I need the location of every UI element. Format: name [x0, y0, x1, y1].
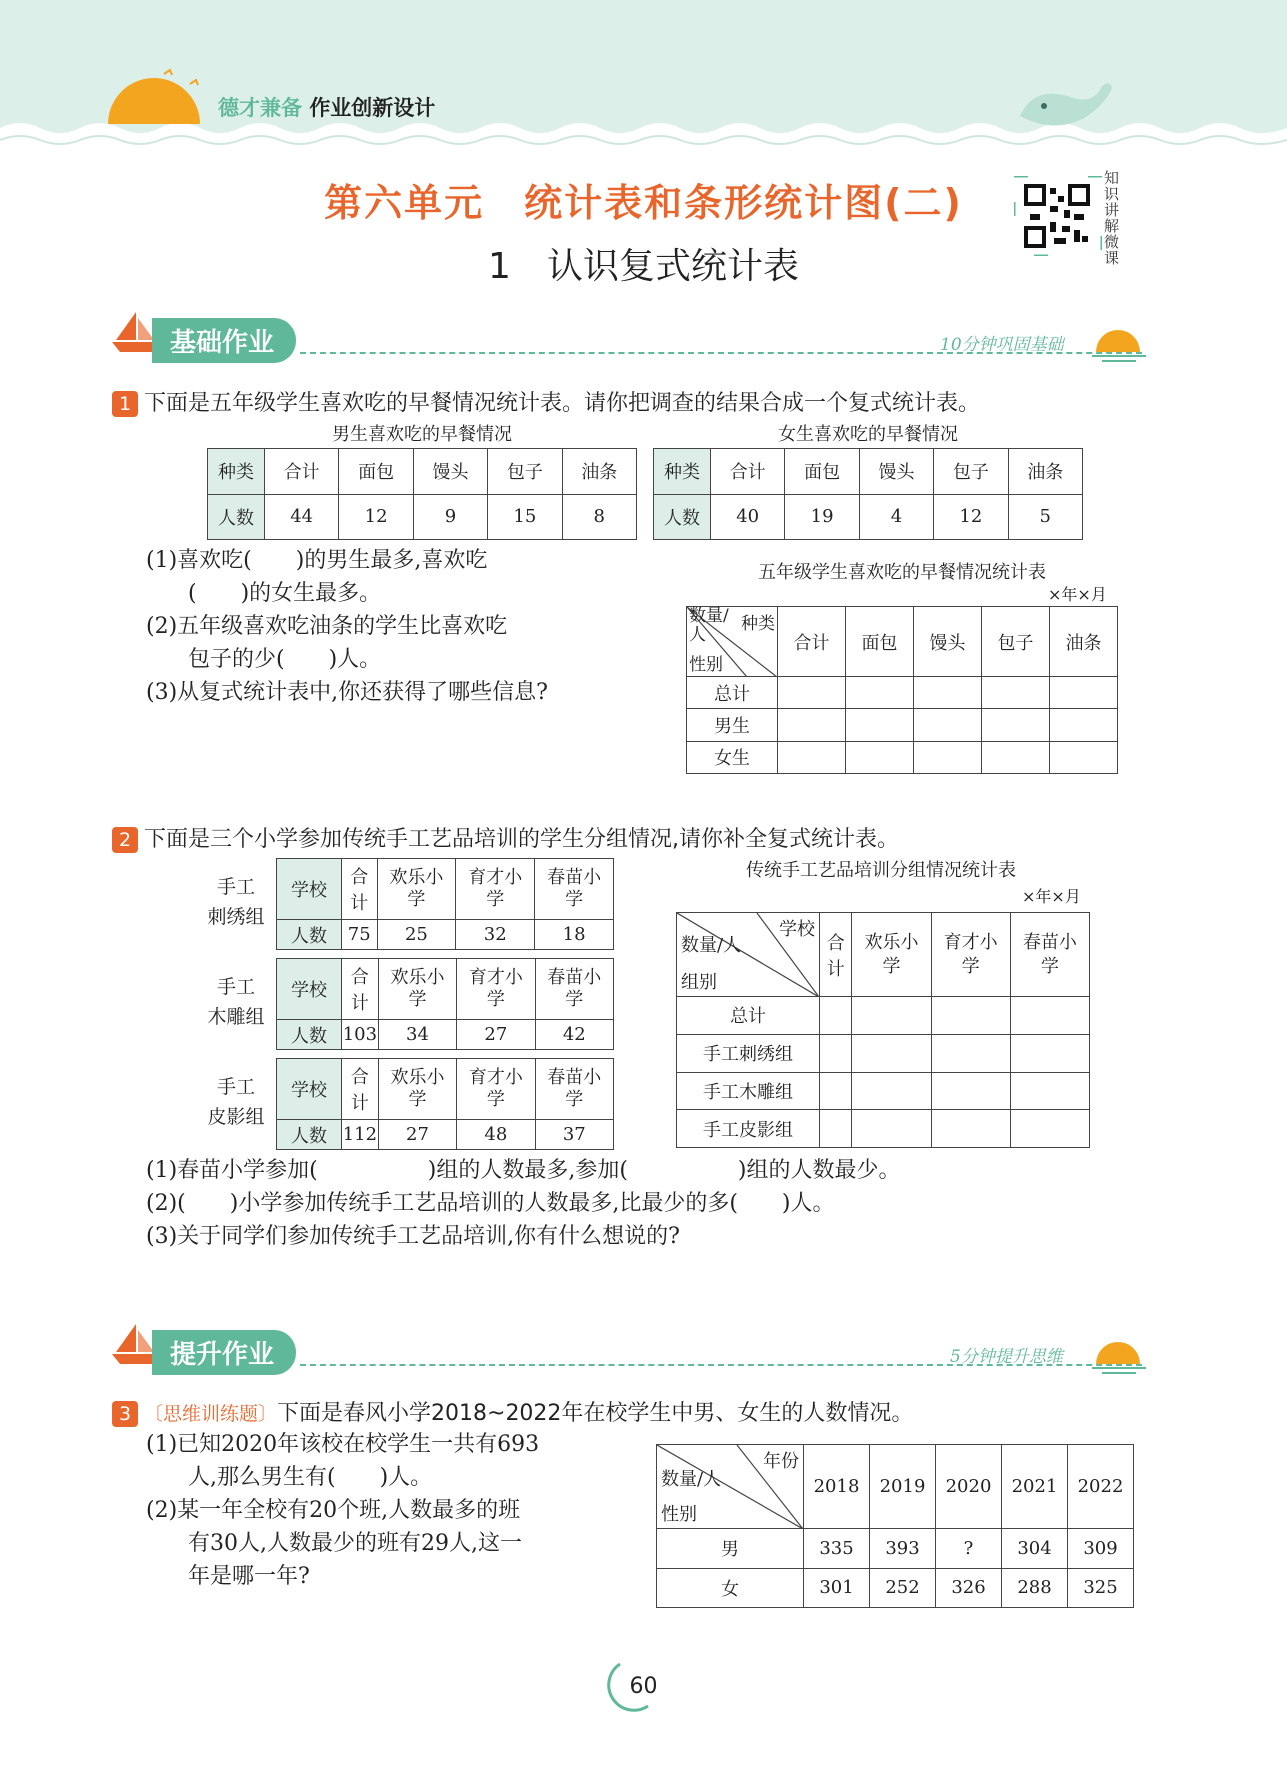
- table-header-cell: 合计: [265, 449, 339, 495]
- q3-sub1b: 人,那么男生有( )人。: [188, 1465, 433, 1490]
- table-row: [677, 1072, 1090, 1110]
- table-header-cell: 学校: [277, 1059, 342, 1120]
- answer-cell[interactable]: [820, 1110, 852, 1148]
- table-cell: 112: [342, 1120, 379, 1150]
- corner-bottom: 性别: [689, 655, 723, 675]
- q2-number: 2: [112, 827, 138, 853]
- row-label: 总计: [687, 677, 778, 709]
- answer-cell[interactable]: [852, 1110, 931, 1148]
- table-cell: 75: [342, 920, 378, 950]
- q1-combined-caption: 五年级学生喜欢吃的早餐情况统计表: [758, 562, 1046, 583]
- table-header-cell: 春苗小学: [1010, 913, 1089, 997]
- q1-number: 1: [112, 391, 138, 417]
- answer-cell[interactable]: [1010, 1110, 1089, 1148]
- table-row: [687, 709, 1118, 741]
- unit-title: 第六单元 统计表和条形统计图(二): [324, 181, 963, 225]
- answer-cell[interactable]: [931, 1034, 1010, 1072]
- table-row: [687, 741, 1118, 773]
- table-cell: 32: [456, 920, 535, 950]
- table-cell: 309: [1068, 1529, 1134, 1569]
- section-advance-label: 提升作业: [152, 1330, 296, 1375]
- row-label: 手工木雕组: [677, 1072, 820, 1110]
- qr-caption: 知识讲解微课: [1104, 169, 1120, 267]
- q3-tag: 〔思维训练题〕: [144, 1403, 278, 1425]
- small-sun-icon: [1092, 324, 1146, 364]
- q2-text: 下面是三个小学参加传统手工艺品培训的学生分组情况,请你补全复式统计表。: [144, 827, 899, 852]
- table-cell: 8: [562, 494, 636, 540]
- table-row: [657, 1568, 1134, 1608]
- table-cell: 48: [457, 1120, 535, 1150]
- q1-subquestions: [146, 544, 666, 709]
- table-row: [687, 677, 1118, 709]
- table-header-cell: 馒头: [859, 449, 933, 495]
- group-name-b: 木雕组: [207, 1006, 265, 1028]
- table-header-cell: 种类: [654, 449, 711, 495]
- table-row: [277, 920, 614, 950]
- answer-cell[interactable]: [914, 741, 982, 773]
- table-header-cell: 2021: [1002, 1445, 1068, 1529]
- table-header-cell: 面包: [846, 607, 914, 677]
- table-row: [677, 997, 1090, 1035]
- table-cell: 325: [1068, 1568, 1134, 1608]
- brand-green: 德才兼备: [218, 96, 302, 120]
- whale-icon: [1014, 76, 1114, 132]
- q3-sub2c: 年是哪一年?: [188, 1564, 310, 1589]
- q2-prompt: [112, 822, 899, 853]
- row-label: 女生: [687, 741, 778, 773]
- q1-girls-table: [653, 448, 1083, 540]
- table-row: [654, 449, 1083, 495]
- table-cell: 326: [936, 1568, 1002, 1608]
- table-header-cell: 合计: [342, 959, 379, 1020]
- corner-mid: 数量/人: [681, 935, 742, 956]
- q1-sub3: (3)从复式统计表中,你还获得了哪些信息?: [146, 680, 548, 705]
- answer-cell[interactable]: [914, 709, 982, 741]
- table-header-cell: 馒头: [914, 607, 982, 677]
- q3-sub2a: (2)某一年全校有20个班,人数最多的班: [146, 1498, 521, 1523]
- table-corner-cell: [687, 607, 778, 677]
- answer-cell[interactable]: [846, 741, 914, 773]
- answer-cell[interactable]: [1010, 1072, 1089, 1110]
- answer-cell[interactable]: [1010, 1034, 1089, 1072]
- q3-sub1a: (1)已知2020年该校在校学生一共有693: [146, 1432, 540, 1457]
- table-row: [677, 1034, 1090, 1072]
- row-label: 手工刺绣组: [677, 1034, 820, 1072]
- table-header-cell: 油条: [1050, 607, 1118, 677]
- group-name-b: 皮影组: [207, 1106, 265, 1128]
- table-cell: 335: [804, 1529, 870, 1569]
- q1-text: 下面是五年级学生喜欢吃的早餐情况统计表。请你把调查的结果合成一个复式统计表。: [144, 391, 981, 416]
- corner-top: 年份: [763, 1451, 799, 1472]
- answer-cell[interactable]: [820, 1034, 852, 1072]
- brand-black: 作业创新设计: [309, 96, 436, 120]
- corner-top: 学校: [779, 919, 815, 940]
- section-basic-time: 10分钟巩固基础: [940, 335, 1064, 355]
- table-cell: 34: [378, 1020, 456, 1050]
- table-header-cell: 2018: [804, 1445, 870, 1529]
- q1-sub1a: (1)喜欢吃( )的男生最多,喜欢吃: [146, 548, 488, 573]
- answer-cell[interactable]: [852, 997, 931, 1035]
- row-label: 男生: [687, 709, 778, 741]
- answer-cell[interactable]: [778, 741, 846, 773]
- q3-sub2b: 有30人,人数最少的班有29人,这一: [188, 1531, 522, 1556]
- table-row: [657, 1445, 1134, 1529]
- corner-bottom: 组别: [681, 972, 717, 993]
- answer-cell[interactable]: [982, 741, 1050, 773]
- table-header-cell: 人数: [208, 494, 265, 540]
- answer-cell[interactable]: [982, 677, 1050, 709]
- qr-code-icon[interactable]: [1014, 176, 1102, 256]
- table-row: [677, 913, 1090, 997]
- table-cell: 103: [342, 1020, 379, 1050]
- table-header-cell: 春苗小学: [535, 1059, 613, 1120]
- answer-cell[interactable]: [931, 1110, 1010, 1148]
- row-label: 手工皮影组: [677, 1110, 820, 1148]
- table-cell: 25: [377, 920, 456, 950]
- q2-group1-label: [196, 872, 276, 932]
- q1-date: ×年×月: [1048, 585, 1107, 604]
- q2-group2-table: [276, 958, 614, 1050]
- table-header-cell: 合计: [778, 607, 846, 677]
- table-cell: 288: [1002, 1568, 1068, 1608]
- table-row: [277, 1120, 614, 1150]
- table-header-cell: 合计: [820, 913, 852, 997]
- table-header-cell: 育才小学: [931, 913, 1010, 997]
- answer-cell[interactable]: [820, 1072, 852, 1110]
- table-row: [277, 1020, 614, 1050]
- answer-cell[interactable]: [1050, 677, 1118, 709]
- q1-sub1b: ( )的女生最多。: [188, 581, 382, 606]
- table-header-cell: 2022: [1068, 1445, 1134, 1529]
- corner-mid: 数量/人: [689, 606, 729, 645]
- q1-prompt: [112, 386, 980, 417]
- table-header-cell: 面包: [339, 449, 413, 495]
- table-header-cell: 育才小学: [456, 859, 535, 920]
- corner-top: 种类: [741, 614, 775, 634]
- table-cell: 19: [785, 494, 859, 540]
- table-row: [208, 449, 637, 495]
- q3-subquestions: [146, 1428, 616, 1593]
- q2-sub2: (2)( )小学参加传统手工艺品培训的人数最多,比最少的多( )人。: [146, 1191, 835, 1216]
- lesson-title: 1 认识复式统计表: [488, 246, 799, 287]
- q2-group2-label: [196, 972, 276, 1032]
- table-cell: 393: [870, 1529, 936, 1569]
- group-name-b: 刺绣组: [207, 906, 265, 928]
- table-header-cell: 欢乐小学: [377, 859, 456, 920]
- table-cell: 37: [535, 1120, 613, 1150]
- q1-combined-table: [686, 606, 1118, 774]
- table-row: [277, 959, 614, 1020]
- table-header-cell: 包子: [488, 449, 562, 495]
- sun-icon: [104, 62, 204, 132]
- answer-cell[interactable]: [931, 1072, 1010, 1110]
- table-cell: ?: [936, 1529, 1002, 1569]
- table-cell: 27: [378, 1120, 456, 1150]
- answer-cell[interactable]: [852, 1072, 931, 1110]
- section-advance-time: 5分钟提升思维: [950, 1347, 1063, 1367]
- table-cell: 40: [711, 494, 785, 540]
- q2-group3-label: [196, 1072, 276, 1132]
- table-cell: 27: [457, 1020, 535, 1050]
- q1-boys-caption: 男生喜欢吃的早餐情况: [332, 424, 512, 445]
- q3-table: [656, 1444, 1134, 1608]
- table-cell: 18: [535, 920, 614, 950]
- answer-cell[interactable]: [982, 709, 1050, 741]
- table-row: [208, 494, 637, 540]
- q2-combined-table: [676, 912, 1090, 1148]
- q1-girls-caption: 女生喜欢吃的早餐情况: [778, 424, 958, 445]
- table-corner-cell: [677, 913, 820, 997]
- table-cell: 5: [1008, 494, 1082, 540]
- table-header-cell: 合计: [342, 859, 378, 920]
- table-header-cell: 人数: [277, 920, 342, 950]
- table-cell: 15: [488, 494, 562, 540]
- table-header-cell: 包子: [982, 607, 1050, 677]
- answer-cell[interactable]: [846, 709, 914, 741]
- group-name-a: 手工: [216, 1076, 255, 1098]
- table-header-cell: 欢乐小学: [852, 913, 931, 997]
- table-cell: 4: [859, 494, 933, 540]
- corner-bottom: 性别: [661, 1504, 697, 1525]
- answer-cell[interactable]: [1010, 997, 1089, 1035]
- row-label: 总计: [677, 997, 820, 1035]
- table-header-cell: 人数: [654, 494, 711, 540]
- brand: [218, 92, 435, 122]
- table-header-cell: 人数: [277, 1120, 342, 1150]
- table-corner-cell: [657, 1445, 804, 1529]
- answer-cell[interactable]: [820, 997, 852, 1035]
- small-sun-icon: [1092, 1336, 1146, 1376]
- q1-sub2b: 包子的少( )人。: [188, 647, 382, 672]
- table-header-cell: 春苗小学: [535, 959, 613, 1020]
- table-row: [677, 1110, 1090, 1148]
- table-cell: 12: [339, 494, 413, 540]
- page-number: 60: [629, 1674, 658, 1699]
- table-header-cell: 学校: [277, 859, 342, 920]
- answer-cell[interactable]: [778, 709, 846, 741]
- answer-cell[interactable]: [1050, 709, 1118, 741]
- answer-cell[interactable]: [778, 677, 846, 709]
- table-row: [277, 1059, 614, 1120]
- table-cell: 44: [265, 494, 339, 540]
- table-cell: 301: [804, 1568, 870, 1608]
- q3-number: 3: [112, 1401, 138, 1427]
- table-header-cell: 2020: [936, 1445, 1002, 1529]
- table-header-cell: 欢乐小学: [378, 1059, 456, 1120]
- row-label: 男: [657, 1529, 804, 1569]
- q2-date: ×年×月: [1022, 887, 1081, 906]
- q3-prompt: [112, 1396, 913, 1427]
- group-name-a: 手工: [216, 876, 255, 898]
- table-header-cell: 油条: [562, 449, 636, 495]
- table-header-cell: 人数: [277, 1020, 342, 1050]
- section-basic-label: 基础作业: [152, 318, 296, 363]
- row-label: 女: [657, 1568, 804, 1608]
- table-cell: 304: [1002, 1529, 1068, 1569]
- q2-sub3: (3)关于同学们参加传统手工艺品培训,你有什么想说的?: [146, 1224, 680, 1249]
- q1-boys-table: [207, 448, 637, 540]
- table-header-cell: 春苗小学: [535, 859, 614, 920]
- q2-sub1: (1)春苗小学参加( )组的人数最多,参加( )组的人数最少。: [146, 1158, 901, 1183]
- table-header-cell: 欢乐小学: [378, 959, 456, 1020]
- table-row: [654, 494, 1083, 540]
- q3-text: 下面是春风小学2018~2022年在校学生中男、女生的人数情况。: [277, 1401, 914, 1426]
- table-header-cell: 面包: [785, 449, 859, 495]
- table-header-cell: 种类: [208, 449, 265, 495]
- table-cell: 252: [870, 1568, 936, 1608]
- table-header-cell: 育才小学: [457, 959, 535, 1020]
- group-name-a: 手工: [216, 976, 255, 998]
- table-header-cell: 馒头: [413, 449, 487, 495]
- answer-cell[interactable]: [1050, 741, 1118, 773]
- corner-mid: 数量/人: [661, 1469, 722, 1490]
- table-header-cell: 合计: [342, 1059, 379, 1120]
- table-header-cell: 2019: [870, 1445, 936, 1529]
- q2-combined-caption: 传统手工艺品培训分组情况统计表: [746, 860, 1016, 881]
- answer-cell[interactable]: [852, 1034, 931, 1072]
- table-row: [277, 859, 614, 920]
- q2-subquestions: [146, 1154, 1146, 1253]
- q2-group1-table: [276, 858, 614, 950]
- table-row: [687, 607, 1118, 677]
- table-row: [657, 1529, 1134, 1569]
- table-header-cell: 学校: [277, 959, 342, 1020]
- answer-cell[interactable]: [931, 997, 1010, 1035]
- table-cell: 42: [535, 1020, 613, 1050]
- table-header-cell: 油条: [1008, 449, 1082, 495]
- q2-group3-table: [276, 1058, 614, 1150]
- answer-cell[interactable]: [846, 677, 914, 709]
- table-header-cell: 包子: [934, 449, 1008, 495]
- table-header-cell: 合计: [711, 449, 785, 495]
- table-cell: 9: [413, 494, 487, 540]
- q1-sub2a: (2)五年级喜欢吃油条的学生比喜欢吃: [146, 614, 508, 639]
- answer-cell[interactable]: [914, 677, 982, 709]
- table-header-cell: 育才小学: [457, 1059, 535, 1120]
- table-cell: 12: [934, 494, 1008, 540]
